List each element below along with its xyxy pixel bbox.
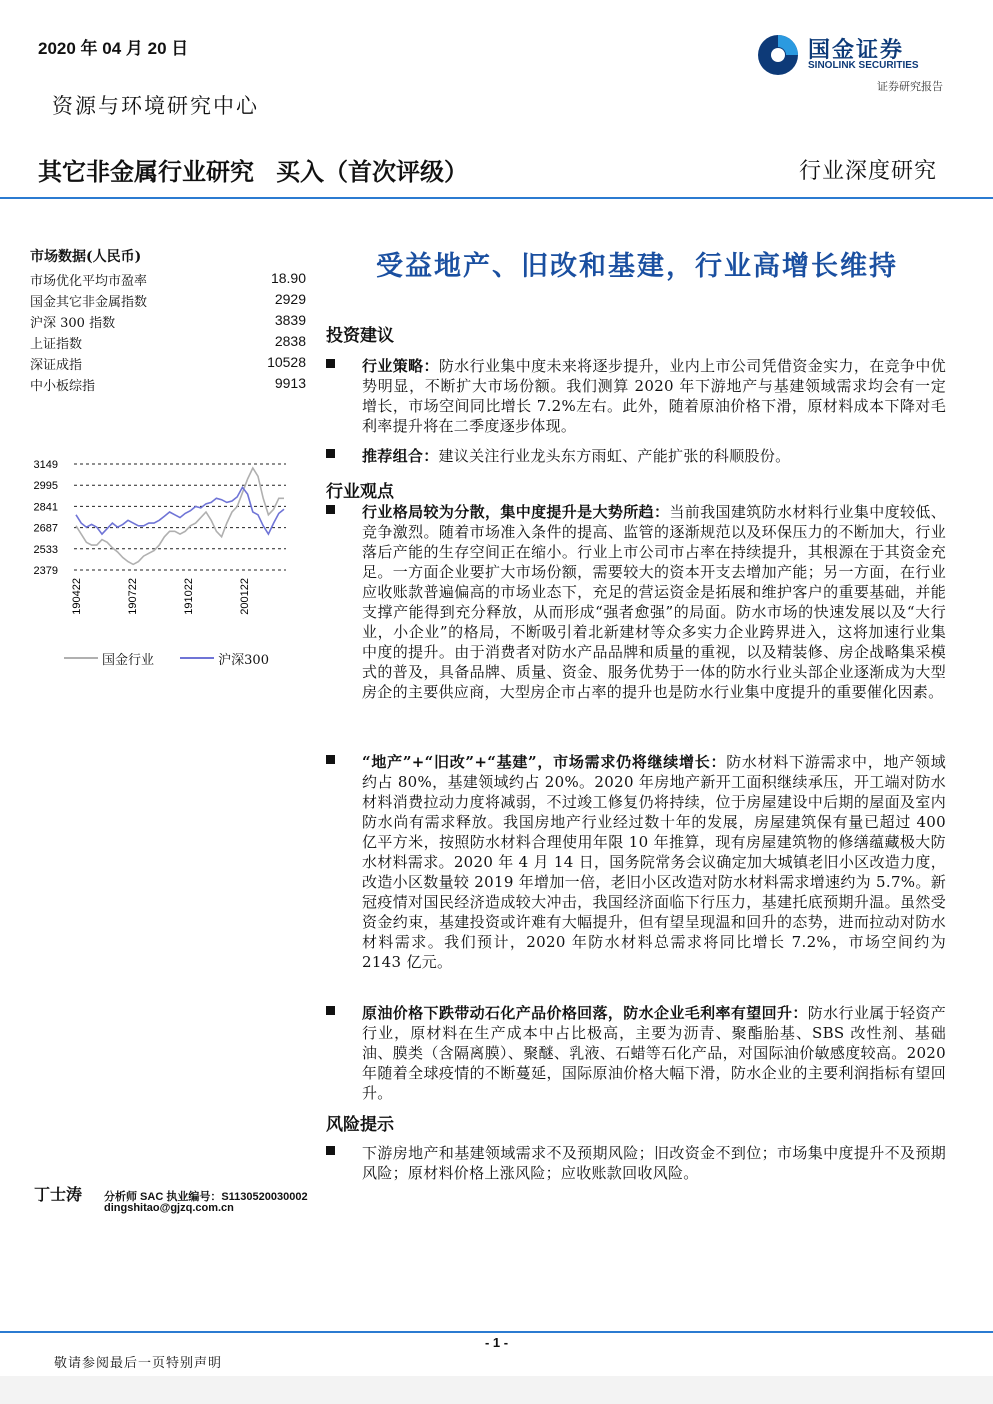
bullet-oil-price bbox=[326, 1003, 946, 1103]
market-data-value: 2929 bbox=[274, 291, 306, 307]
series-line-0 bbox=[76, 468, 284, 564]
market-data-value: 3839 bbox=[274, 312, 306, 328]
market-data-row bbox=[30, 375, 306, 394]
market-data-label: 国金其它非金属指数 bbox=[30, 295, 148, 310]
legend-item-industry bbox=[64, 649, 154, 668]
doc-type: 行业深度研究 bbox=[798, 159, 937, 184]
bullet-text: 防水材料下游需求中，地产领域约占 80%，基建领域约占 20%。2020 年房地产新开工面积继续承压，开工端对防水材料消费拉动力度将减弱，不过竣工修复仍将持续，位于房屋建设中后期的屋面及室内防水尚有需求释放。我国房地产行业经过数十年的发展，房屋建筑保有量已超过 400 亿平方米，按照防水材料合理使用年限 10 年推算，现有房屋建筑物的修缮蕴藏极大防水材料需求。2020 年 4 月 14 日，国务院常务会议确定加大城镇老旧小区改造力度，改造小区数量较 2019 年增加一倍，老旧小区改造对防水材料需求增速约为 5.7%。新冠疫情对国民经济造成较大冲击，我国经济面临下行压力，基建托底预期升温。虽然受资金约束，基建投资或许难有大幅提升，但有望呈现温和回升的态势，进而拉动对防水材料需求。我们预计，2020 年防水材料总需求将同比增长 7.2%，市场空间约为 2143 亿元。 bbox=[362, 753, 946, 971]
legend-swatch-hs300 bbox=[180, 657, 214, 659]
analyst-name: 丁士涛 bbox=[34, 1185, 83, 1204]
analyst-email[interactable]: dingshitao@gjzq.com.cn bbox=[104, 1202, 234, 1214]
bullet-square-icon bbox=[326, 1146, 335, 1155]
market-data-row bbox=[30, 312, 306, 331]
market-data-value: 10528 bbox=[267, 354, 306, 370]
bullet-text: 下游房地产和基建领域需求不及预期风险；旧改资金不到位；市场集中度提升不及预期风险；原材料价格上涨风险；应收账款回收风险。 bbox=[362, 1144, 946, 1182]
footer-disclaimer: 敬请参阅最后一页特别声明 bbox=[54, 1356, 223, 1371]
market-data-label: 中小板综指 bbox=[30, 379, 96, 394]
chart-legend bbox=[64, 648, 291, 668]
legend-label-hs300: 沪深300 bbox=[218, 652, 269, 668]
page-number: - 1 - bbox=[484, 1335, 509, 1350]
bullet-portfolio bbox=[326, 446, 946, 466]
bullet-text: 建议关注行业龙头东方雨虹、产能扩张的科顺股份。 bbox=[438, 447, 791, 465]
footer-band bbox=[0, 1376, 993, 1404]
rating: 买入（首次评级） bbox=[276, 159, 468, 186]
bullet-text: 防水行业集中度未来将逐步提升，业内上市公司凭借资金实力，在竞争中优势明显，不断扩大市场份额。我们测算 2020 年下游地产与基建领域需求均会有一定增长，市场空间同比增长 7.2%左右。此外，随着原油价格下滑，原材料成本下降对毛利率提升将在二季度逐步体现。 bbox=[362, 357, 946, 435]
x-tick-label: 190422 bbox=[71, 578, 83, 615]
legend-item-hs300 bbox=[180, 649, 269, 668]
y-tick-label: 2687 bbox=[33, 522, 58, 535]
bullet-bold: 原油价格下跌带动石化产品价格回落，防水企业毛利率有望回升： bbox=[362, 1004, 808, 1022]
market-data-row bbox=[30, 333, 306, 352]
legend-swatch-industry bbox=[64, 657, 98, 659]
series-line-1 bbox=[76, 487, 284, 534]
bullet-strategy bbox=[326, 356, 946, 436]
logo-text-cn: 国金证券 bbox=[808, 37, 905, 62]
report-headline bbox=[38, 152, 490, 187]
logo-subtitle: 证券研究报告 bbox=[877, 80, 943, 93]
section-heading-investment: 投资建议 bbox=[326, 326, 394, 346]
bullet-bold: 推荐组合： bbox=[362, 447, 439, 465]
analyst-cert: 分析师 SAC 执业编号：S1130520030002 bbox=[104, 1191, 308, 1203]
market-data-label: 沪深 300 指数 bbox=[30, 316, 116, 331]
market-data-value: 18.90 bbox=[270, 270, 306, 286]
section-heading-views: 行业观点 bbox=[326, 482, 394, 502]
bullet-square-icon bbox=[326, 755, 335, 764]
main-title: 受益地产、旧改和基建，行业高增长维持 bbox=[376, 251, 898, 282]
bullet-concentration bbox=[326, 502, 946, 702]
section-heading-risk: 风险提示 bbox=[326, 1115, 394, 1135]
x-tick-label: 200122 bbox=[239, 578, 251, 615]
bullet-square-icon bbox=[326, 1006, 335, 1015]
research-center: 资源与环境研究中心 bbox=[52, 94, 259, 118]
bullet-bold: 行业策略： bbox=[362, 357, 439, 375]
market-data-value: 2838 bbox=[274, 333, 306, 349]
x-tick-label: 190722 bbox=[127, 578, 139, 615]
x-tick-label: 191022 bbox=[183, 578, 195, 615]
market-data-row bbox=[30, 354, 306, 373]
index-line-chart bbox=[24, 452, 294, 632]
bullet-square-icon bbox=[326, 505, 335, 514]
y-tick-label: 2841 bbox=[33, 501, 58, 514]
bullet-bold: 行业格局较为分散，集中度提升是大势所趋： bbox=[362, 503, 670, 521]
bullet-square-icon bbox=[326, 359, 335, 368]
market-data-row bbox=[30, 291, 306, 310]
market-data-label: 深证成指 bbox=[30, 358, 83, 373]
y-tick-label: 2995 bbox=[33, 480, 58, 493]
y-tick-label: 3149 bbox=[33, 459, 58, 471]
bullet-demand bbox=[326, 752, 946, 972]
bullet-bold: “地产”+“旧改”+“基建”，市场需求仍将继续增长： bbox=[362, 753, 727, 771]
market-data-label: 上证指数 bbox=[30, 337, 83, 352]
header-divider bbox=[0, 197, 993, 199]
market-data-label: 市场优化平均市盈率 bbox=[30, 274, 148, 289]
y-tick-label: 2533 bbox=[33, 543, 58, 556]
report-date: 2020 年 04 月 20 日 bbox=[38, 39, 189, 58]
legend-label-industry: 国金行业 bbox=[102, 652, 155, 668]
market-data-value: 9913 bbox=[274, 375, 306, 391]
bullet-square-icon bbox=[326, 449, 335, 458]
bullet-risk bbox=[326, 1143, 946, 1183]
market-data-title: 市场数据(人民币) bbox=[30, 249, 142, 265]
footer-divider bbox=[0, 1331, 993, 1333]
industry-name: 其它非金属行业研究 bbox=[38, 159, 254, 186]
logo-text-en: SINOLINK SECURITIES bbox=[808, 60, 919, 71]
bullet-text: 当前我国建筑防水材料行业集中度较低、竞争激烈。随着市场准入条件的提高、监管的逐渐规范以及环保压力的不断加大，行业落后产能的生存空间正在缩小。行业上市公司市占率在持续提升，其根源在于其资金充足。一方面企业要扩大市场份额，需要较大的资本开支去增加产能；另一方面，在行业应收账款普遍偏高的市场业态下，充足的营运资金是拓展和维护客户的重要基础，并能支撑产能得到充分释放，从而形成“强者愈强”的局面。防水市场的快速发展以及“大行业，小企业”的格局，不断吸引着北新建材等众多实力企业跨界进入，这将加速行业集中度的提升。由于消费者对防水产品品牌和质量的重视，以及精装修、房企战略集采模式的普及，具备品牌、质量、资金、服务优势于一体的防水行业头部企业逐渐成为大型房企的主要供应商，大型房企市占率的提升也是防水行业集中度提升的重要催化因素。 bbox=[362, 503, 946, 701]
market-data-row bbox=[30, 270, 306, 289]
bullet-text: 防水行业属于轻资产行业，原材料在生产成本中占比极高，主要为沥青、聚酯胎基、SBS 改性剂、基础油、膜类（含隔离膜）、聚醚、乳液、石蜡等石化产品，对国际油价敏感度较高。2020 年随着全球疫情的不断蔓延，国际原油价格大幅下滑，防水企业的主要利润指标有望回升。 bbox=[362, 1004, 947, 1102]
y-tick-label: 2379 bbox=[33, 565, 58, 577]
